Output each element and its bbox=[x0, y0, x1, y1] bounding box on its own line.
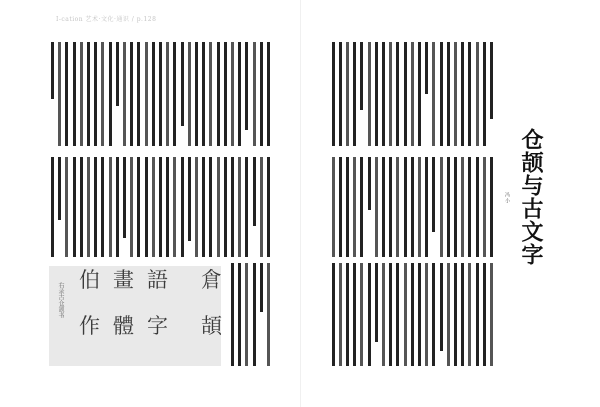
text-column bbox=[65, 42, 68, 146]
text-column bbox=[490, 42, 493, 119]
text-column bbox=[130, 157, 133, 257]
text-column bbox=[181, 157, 184, 257]
text-column bbox=[267, 157, 270, 257]
text-column bbox=[245, 157, 248, 257]
text-column bbox=[260, 157, 263, 257]
text-column bbox=[411, 157, 414, 257]
text-column bbox=[253, 42, 256, 146]
text-column bbox=[476, 42, 479, 146]
text-column bbox=[73, 157, 76, 257]
text-column bbox=[245, 42, 248, 130]
text-column bbox=[195, 157, 198, 257]
text-column bbox=[461, 157, 464, 257]
text-column bbox=[87, 42, 90, 146]
text-column bbox=[51, 157, 54, 257]
text-column bbox=[260, 263, 263, 312]
text-column bbox=[73, 42, 76, 146]
text-column bbox=[432, 42, 435, 146]
calligraphy-char: 語 bbox=[147, 268, 168, 292]
text-column bbox=[360, 263, 363, 366]
text-column bbox=[375, 157, 378, 257]
text-column bbox=[447, 157, 450, 257]
text-column bbox=[360, 157, 363, 257]
text-column bbox=[217, 42, 220, 146]
text-column bbox=[202, 157, 205, 257]
text-column bbox=[476, 263, 479, 366]
text-column bbox=[238, 263, 241, 366]
text-column bbox=[461, 42, 464, 146]
text-column bbox=[181, 42, 184, 126]
right-page-text-bottom bbox=[329, 263, 494, 366]
text-column bbox=[116, 157, 119, 257]
text-column bbox=[188, 157, 191, 241]
text-column bbox=[476, 157, 479, 257]
text-column bbox=[94, 42, 97, 146]
text-column bbox=[101, 157, 104, 257]
text-column bbox=[418, 42, 421, 146]
left-page-text-middle bbox=[49, 157, 271, 257]
text-column bbox=[245, 263, 248, 366]
calligraphy-char: 體 bbox=[113, 314, 134, 338]
text-column bbox=[130, 42, 133, 146]
running-header: Ⅰ-cation 艺术·文化·通识 / p.128 bbox=[56, 16, 157, 23]
text-column bbox=[209, 157, 212, 257]
text-column bbox=[224, 157, 227, 257]
text-column bbox=[468, 42, 471, 146]
text-column bbox=[145, 42, 148, 146]
text-column bbox=[468, 263, 471, 366]
text-column bbox=[432, 157, 435, 232]
text-column bbox=[217, 157, 220, 257]
text-column bbox=[209, 42, 212, 146]
text-column bbox=[231, 42, 234, 146]
text-column bbox=[447, 263, 450, 366]
calligraphy-char: 字 bbox=[147, 314, 168, 338]
text-column bbox=[440, 263, 443, 351]
article-author: 冯小 bbox=[504, 192, 510, 204]
text-column bbox=[260, 42, 263, 146]
text-column bbox=[353, 42, 356, 146]
calligraphy-char: 倉 bbox=[201, 268, 222, 292]
text-column bbox=[346, 263, 349, 366]
text-column bbox=[404, 157, 407, 257]
text-column bbox=[65, 157, 68, 257]
text-column bbox=[116, 42, 119, 106]
calligraphy-char: 作 bbox=[79, 314, 100, 338]
text-column bbox=[173, 157, 176, 257]
calligraphy-char: 畫 bbox=[113, 268, 134, 292]
text-column bbox=[58, 157, 61, 220]
text-column bbox=[418, 157, 421, 257]
text-column bbox=[339, 42, 342, 146]
text-column bbox=[425, 157, 428, 257]
text-column bbox=[159, 42, 162, 146]
text-column bbox=[238, 42, 241, 146]
calligraphy-char: 頡 bbox=[201, 314, 222, 338]
text-column bbox=[382, 157, 385, 257]
text-column bbox=[454, 157, 457, 257]
text-column bbox=[332, 263, 335, 366]
text-column bbox=[389, 263, 392, 366]
text-column bbox=[375, 263, 378, 342]
text-column bbox=[159, 157, 162, 257]
text-column bbox=[152, 42, 155, 146]
text-column bbox=[195, 42, 198, 146]
text-column bbox=[231, 263, 234, 366]
text-column bbox=[80, 42, 83, 146]
calligraphy-char: 伯 bbox=[79, 268, 100, 292]
text-column bbox=[454, 263, 457, 366]
text-column bbox=[447, 42, 450, 146]
text-column bbox=[411, 42, 414, 146]
text-column bbox=[94, 157, 97, 257]
text-column bbox=[490, 263, 493, 366]
text-column bbox=[101, 42, 104, 146]
article-title: 仓颉与古文字 bbox=[518, 128, 544, 266]
text-column bbox=[483, 157, 486, 257]
text-column bbox=[440, 157, 443, 257]
page-gutter bbox=[300, 0, 301, 407]
text-column bbox=[267, 263, 270, 366]
text-column bbox=[432, 263, 435, 366]
text-column bbox=[368, 263, 371, 366]
text-column bbox=[173, 42, 176, 146]
text-column bbox=[166, 42, 169, 146]
text-column bbox=[123, 157, 126, 238]
text-column bbox=[202, 42, 205, 146]
text-column bbox=[166, 157, 169, 257]
text-column bbox=[231, 157, 234, 257]
text-column bbox=[411, 263, 414, 366]
text-column bbox=[224, 42, 227, 146]
text-column bbox=[238, 157, 241, 257]
text-column bbox=[425, 42, 428, 94]
text-column bbox=[440, 42, 443, 146]
text-column bbox=[368, 42, 371, 146]
text-column bbox=[461, 263, 464, 366]
text-column bbox=[389, 157, 392, 257]
plate-inscription: 右录古仓颉书 bbox=[57, 282, 64, 318]
text-column bbox=[483, 42, 486, 146]
text-column bbox=[109, 157, 112, 257]
text-column bbox=[332, 42, 335, 146]
text-column bbox=[145, 157, 148, 257]
text-column bbox=[137, 157, 140, 257]
text-column bbox=[188, 42, 191, 146]
calligraphy-plate bbox=[49, 266, 221, 366]
text-column bbox=[109, 42, 112, 146]
text-column bbox=[253, 263, 256, 366]
text-column bbox=[483, 263, 486, 366]
text-column bbox=[375, 42, 378, 146]
text-column bbox=[346, 157, 349, 257]
text-column bbox=[382, 263, 385, 366]
text-column bbox=[382, 42, 385, 146]
text-column bbox=[353, 157, 356, 257]
text-column bbox=[58, 42, 61, 146]
text-column bbox=[80, 157, 83, 257]
text-column bbox=[418, 263, 421, 366]
text-column bbox=[425, 263, 428, 366]
text-column bbox=[339, 157, 342, 257]
text-column bbox=[332, 157, 335, 257]
left-page-text-beside-plate bbox=[228, 263, 271, 366]
text-column bbox=[404, 263, 407, 366]
text-column bbox=[267, 42, 270, 146]
text-column bbox=[468, 157, 471, 257]
text-column bbox=[396, 263, 399, 366]
right-page-text-middle bbox=[329, 157, 494, 257]
text-column bbox=[396, 157, 399, 257]
text-column bbox=[253, 157, 256, 226]
text-column bbox=[87, 157, 90, 257]
text-column bbox=[339, 263, 342, 366]
text-column bbox=[490, 157, 493, 257]
text-column bbox=[404, 42, 407, 146]
text-column bbox=[152, 157, 155, 257]
right-page-text-top bbox=[329, 42, 494, 146]
text-column bbox=[389, 42, 392, 146]
text-column bbox=[346, 42, 349, 146]
text-column bbox=[454, 42, 457, 146]
text-column bbox=[396, 42, 399, 146]
left-page-text-top bbox=[49, 42, 271, 146]
text-column bbox=[360, 42, 363, 110]
text-column bbox=[353, 263, 356, 366]
text-column bbox=[51, 42, 54, 99]
text-column bbox=[368, 157, 371, 210]
text-column bbox=[123, 42, 126, 146]
text-column bbox=[137, 42, 140, 146]
